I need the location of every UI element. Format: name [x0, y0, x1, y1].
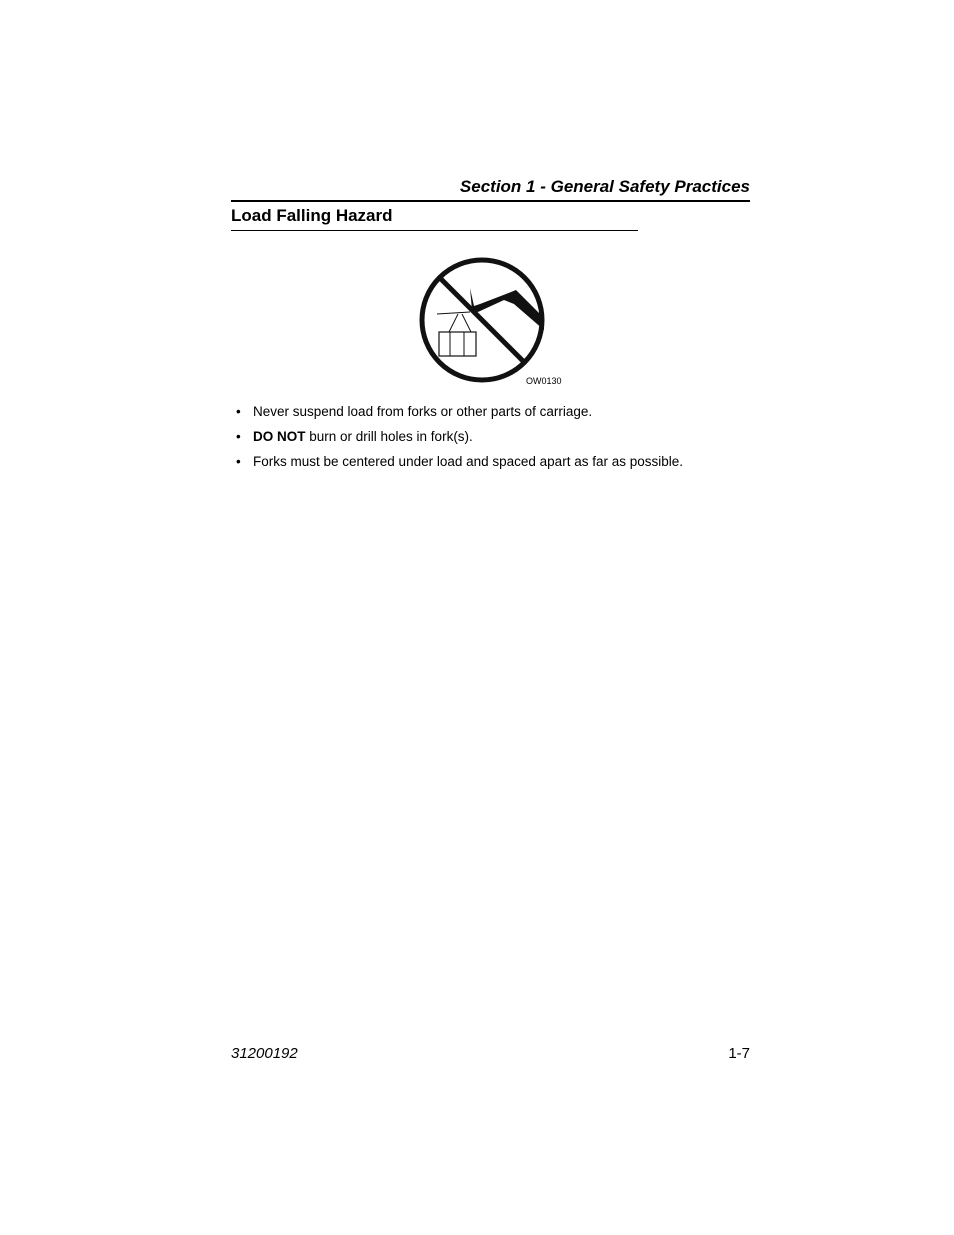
hazard-title: Load Falling Hazard	[231, 206, 393, 225]
bullet-icon: •	[236, 454, 241, 469]
no-suspended-load-icon	[416, 254, 550, 388]
figure-code: OW0130	[526, 376, 562, 386]
list-item	[231, 404, 751, 420]
bullet-text: burn or drill holes in fork(s).	[305, 429, 473, 444]
section-header: Section 1 - General Safety Practices	[459, 177, 750, 196]
section-divider	[231, 200, 750, 202]
document-number: 31200192	[231, 1045, 298, 1062]
sling-line-right	[462, 314, 471, 332]
sling-line-left	[449, 314, 458, 332]
hoist-bar	[437, 312, 470, 314]
bullet-text: Forks must be centered under load and spaced apart as far as possible.	[253, 454, 683, 469]
title-underline	[231, 230, 638, 231]
bullet-icon: •	[236, 404, 241, 419]
list-item	[231, 454, 751, 470]
fork-shape	[470, 288, 544, 330]
list-item	[231, 429, 751, 445]
bullet-emphasis: DO NOT	[253, 429, 306, 444]
bullet-icon: •	[236, 429, 241, 444]
load-box	[439, 332, 476, 356]
bullet-text: Never suspend load from forks or other parts of carriage.	[253, 404, 593, 419]
safety-bullet-list	[231, 404, 751, 479]
page-number: 1-7	[728, 1045, 750, 1062]
